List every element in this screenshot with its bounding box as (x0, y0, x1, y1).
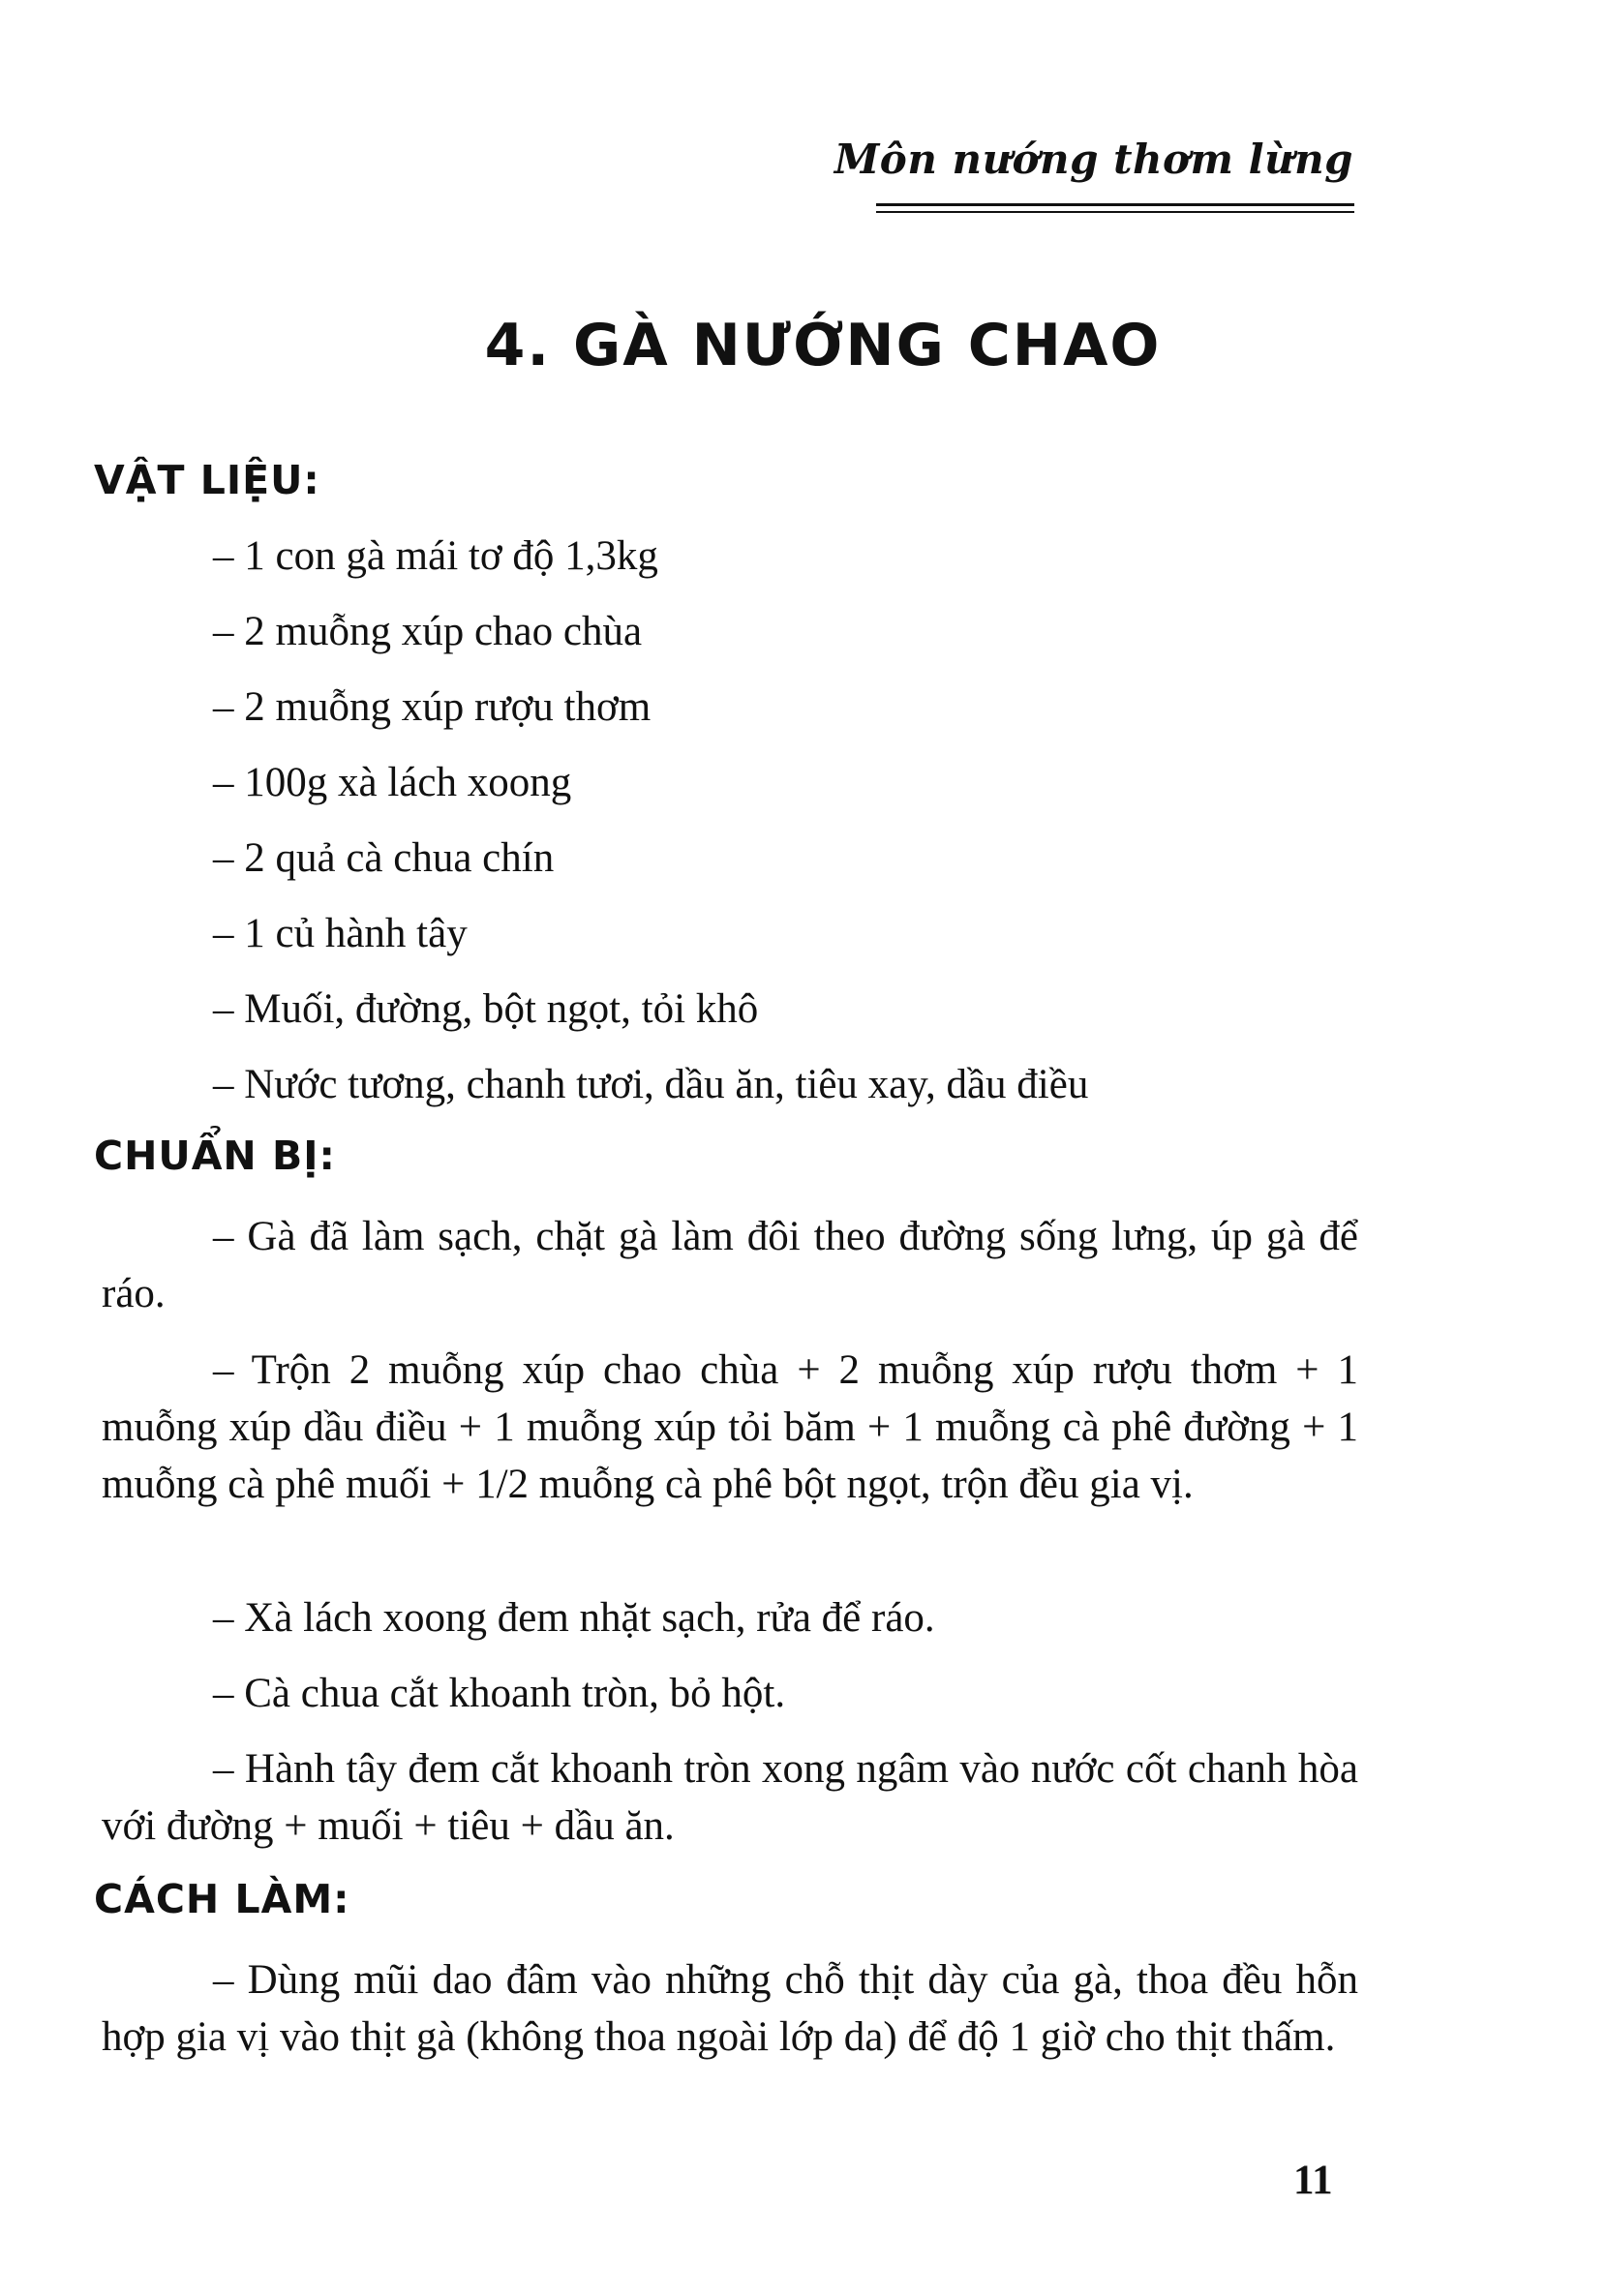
preparation-step: – Cà chua cắt khoanh tròn, bỏ hột. (213, 1671, 786, 1716)
preparation-step: – Gà đã làm sạch, chặt gà làm đôi theo đường sống lưng, úp gà để ráo. (102, 1214, 1358, 1316)
preparation-step: – Trộn 2 muỗng xúp chao chùa + 2 muỗng xúp rượu thơm + 1 muỗng xúp dầu điều + 1 muỗng xúp tỏi băm + 1 muỗng cà phê đường + 1 muỗng cà phê muối + 1/2 muỗng cà phê bột ngọt, trộn đều gia vị. (102, 1347, 1358, 1507)
method-heading: CÁCH LÀM: (94, 1876, 350, 1922)
preparation-heading: CHUẨN BỊ: (94, 1133, 336, 1179)
ingredient-item: – 2 muỗng xúp chao chùa (213, 609, 643, 654)
ingredient-item: – 100g xà lách xoong (213, 760, 572, 805)
preparation-step: – Xà lách xoong đem nhặt sạch, rửa để ráo. (213, 1595, 935, 1641)
method-step: – Dùng mũi dao đâm vào những chỗ thịt dày của gà, thoa đều hỗn hợp gia vị vào thịt gà (không thoa ngoài lớp da) để độ 1 giờ cho thịt thấm. (102, 1957, 1358, 2060)
ingredient-item: – Nước tương, chanh tươi, dầu ăn, tiêu xay, dầu điều (213, 1062, 1089, 1107)
recipe-title: 4. GÀ NƯỚNG CHAO (484, 312, 1162, 379)
ingredient-item: – 1 củ hành tây (213, 911, 468, 956)
page-number: 11 (1293, 2158, 1333, 2203)
ingredient-item: – Muối, đường, bột ngọt, tỏi khô (213, 986, 759, 1032)
preparation-step: – Hành tây đem cắt khoanh tròn xong ngâm vào nước cốt chanh hòa với đường + muối + tiêu + dầu ăn. (102, 1746, 1358, 1849)
materials-heading: VẬT LIỆU: (94, 457, 320, 503)
ingredient-item: – 1 con gà mái tơ độ 1,3kg (213, 533, 658, 579)
ingredient-item: – 2 quả cà chua chín (213, 835, 555, 881)
running-header: Môn nướng thơm lừng (834, 136, 1353, 183)
header-rule (876, 203, 1354, 213)
ingredient-item: – 2 muỗng xúp rượu thơm (213, 684, 652, 730)
